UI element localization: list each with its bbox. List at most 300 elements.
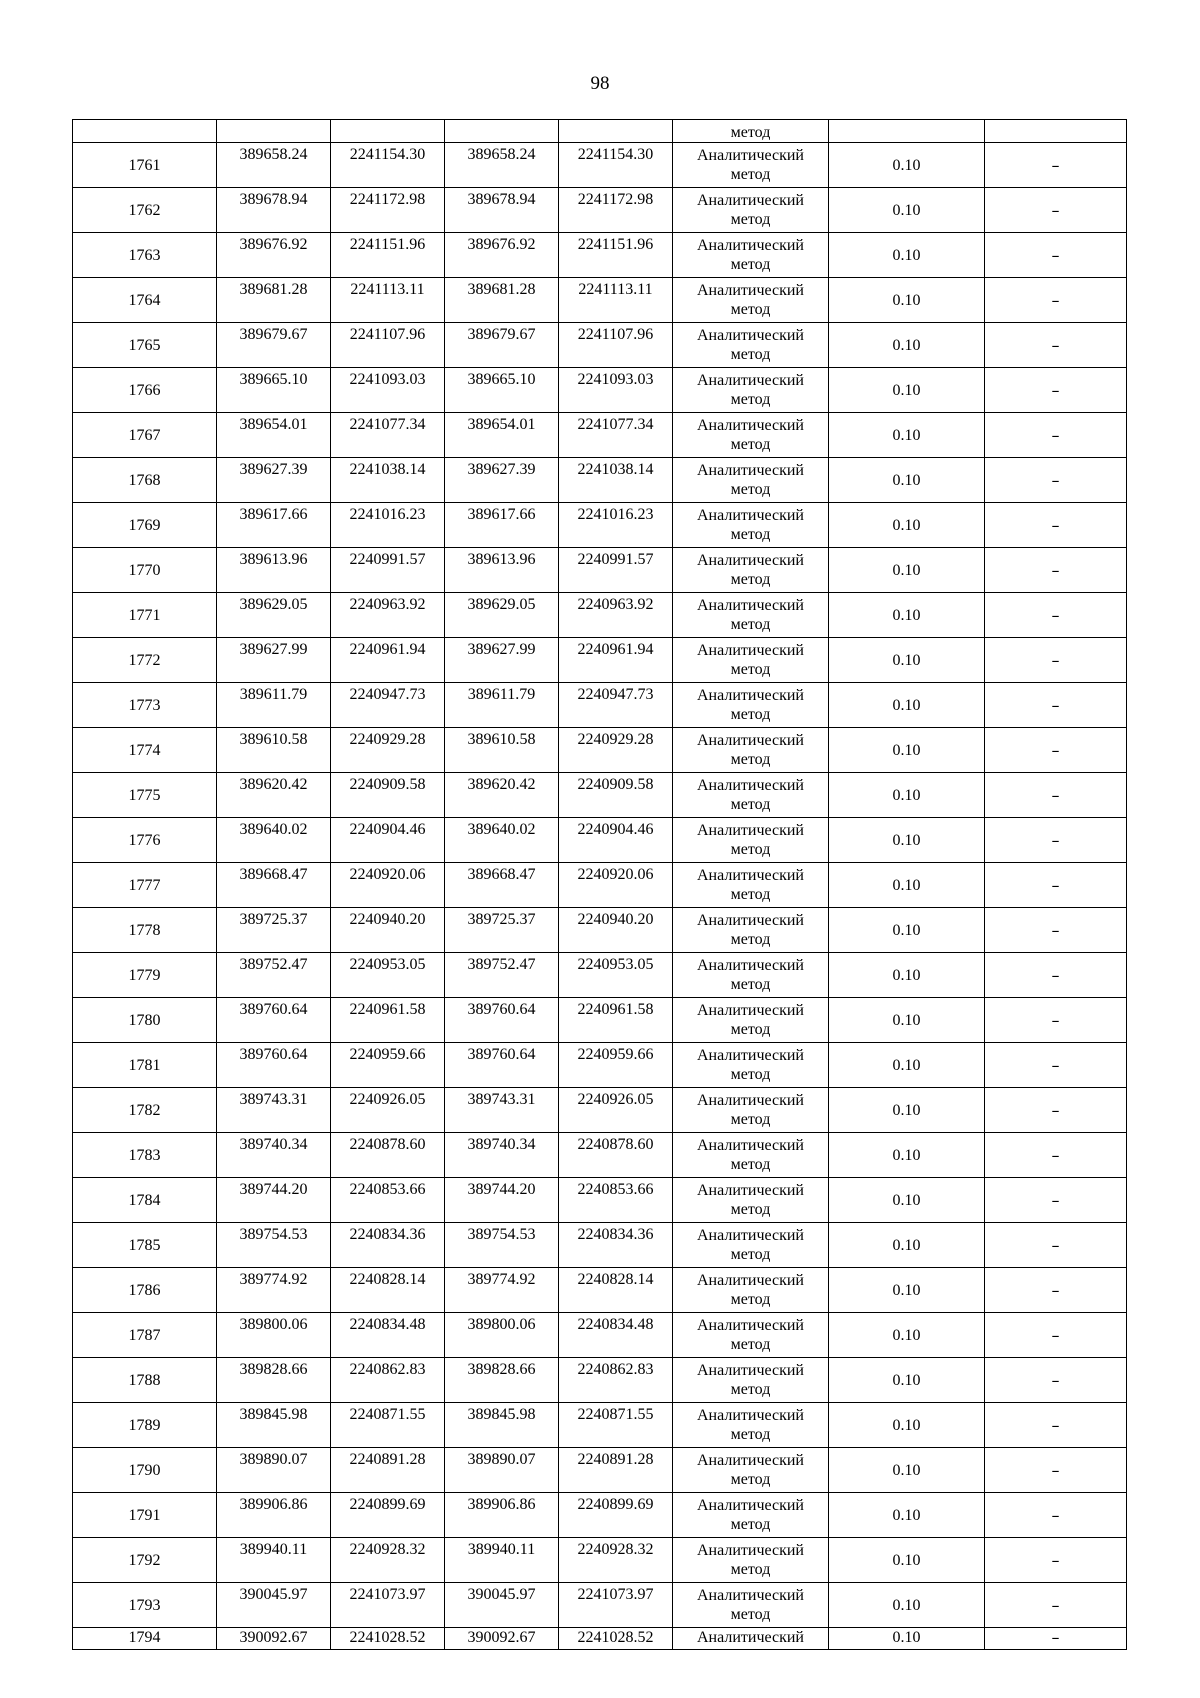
cell-empty <box>559 120 673 143</box>
cell-point-id: 1775 <box>73 773 217 818</box>
method-line-2: метод <box>730 256 771 273</box>
table-row <box>73 1133 1127 1178</box>
cell-method <box>673 233 829 278</box>
cell-y-new: 2240920.06 <box>559 863 673 908</box>
cell-method <box>673 773 829 818</box>
cell-point-id: 1772 <box>73 638 217 683</box>
cell-x-new: 389627.99 <box>445 638 559 683</box>
cell-accuracy: 0.10 <box>829 503 985 548</box>
cell-y-existing: 2240891.28 <box>331 1448 445 1493</box>
cell-accuracy: 0.10 <box>829 1043 985 1088</box>
method-line-2: метод <box>730 571 771 588</box>
cell-accuracy: 0.10 <box>829 188 985 233</box>
table-row <box>73 1448 1127 1493</box>
page-number: 98 <box>590 73 610 94</box>
method-line-2: метод <box>730 526 771 543</box>
method-line-1: Аналитический <box>696 1227 804 1244</box>
cell-y-existing: 2240959.66 <box>331 1043 445 1088</box>
cell-note: – <box>985 233 1127 278</box>
cell-accuracy: 0.10 <box>829 593 985 638</box>
cell-point-id: 1766 <box>73 368 217 413</box>
cell-accuracy: 0.10 <box>829 1358 985 1403</box>
table-row <box>73 593 1127 638</box>
cell-method <box>673 1133 829 1178</box>
table-row <box>73 683 1127 728</box>
cell-note: – <box>985 503 1127 548</box>
cell-x-existing: 389754.53 <box>217 1223 331 1268</box>
cell-y-new: 2241154.30 <box>559 143 673 188</box>
cell-x-new: 389681.28 <box>445 278 559 323</box>
cell-point-id: 1789 <box>73 1403 217 1448</box>
cell-y-new: 2241107.96 <box>559 323 673 368</box>
cell-note: – <box>985 1088 1127 1133</box>
method-line-1: Аналитический <box>696 192 804 209</box>
cell-point-id: 1763 <box>73 233 217 278</box>
method-line-1: Аналитический <box>696 417 804 434</box>
cell-point-id: 1783 <box>73 1133 217 1178</box>
cell-accuracy: 0.10 <box>829 728 985 773</box>
cell-y-new: 2240871.55 <box>559 1403 673 1448</box>
cell-accuracy: 0.10 <box>829 863 985 908</box>
cell-method <box>673 998 829 1043</box>
cell-x-new: 389678.94 <box>445 188 559 233</box>
cell-accuracy: 0.10 <box>829 323 985 368</box>
cell-x-new: 389760.64 <box>445 998 559 1043</box>
method-line-1: Аналитический <box>696 507 804 524</box>
cell-method <box>673 413 829 458</box>
cell-accuracy: 0.10 <box>829 818 985 863</box>
table-row <box>73 953 1127 998</box>
cell-y-existing: 2240928.32 <box>331 1538 445 1583</box>
cell-accuracy: 0.10 <box>829 1538 985 1583</box>
cell-accuracy: 0.10 <box>829 143 985 188</box>
cell-y-new: 2240940.20 <box>559 908 673 953</box>
method-line-1: Аналитический <box>696 1542 804 1559</box>
cell-x-new: 389611.79 <box>445 683 559 728</box>
cell-y-existing: 2240853.66 <box>331 1178 445 1223</box>
cell-y-existing: 2240909.58 <box>331 773 445 818</box>
method-line-1: Аналитический <box>696 1452 804 1469</box>
method-line-1: Аналитический <box>696 777 804 794</box>
cell-y-new: 2240928.32 <box>559 1538 673 1583</box>
cell-y-existing: 2241038.14 <box>331 458 445 503</box>
cell-point-id: 1761 <box>73 143 217 188</box>
method-line-1: Аналитический <box>696 642 804 659</box>
cell-x-new: 389665.10 <box>445 368 559 413</box>
method-line-1: Аналитический <box>696 1587 804 1604</box>
cell-method <box>673 188 829 233</box>
cell-x-new: 389620.42 <box>445 773 559 818</box>
cell-note: – <box>985 323 1127 368</box>
cell-method <box>673 323 829 368</box>
table-row <box>73 188 1127 233</box>
cell-point-id: 1781 <box>73 1043 217 1088</box>
cell-accuracy: 0.10 <box>829 998 985 1043</box>
cell-y-existing: 2241107.96 <box>331 323 445 368</box>
cell-empty <box>445 120 559 143</box>
method-line-1: Аналитический <box>696 867 804 884</box>
cell-y-existing: 2240834.36 <box>331 1223 445 1268</box>
cell-x-existing: 389760.64 <box>217 1043 331 1088</box>
cell-y-existing: 2240991.57 <box>331 548 445 593</box>
method-line-2: метод <box>730 706 771 723</box>
cell-point-id: 1792 <box>73 1538 217 1583</box>
cell-x-new: 389800.06 <box>445 1313 559 1358</box>
cell-note: – <box>985 998 1127 1043</box>
cell-note: – <box>985 818 1127 863</box>
method-line-2: метод <box>730 1291 771 1308</box>
method-line-1: Аналитический <box>696 1182 804 1199</box>
method-line-2: метод <box>730 1246 771 1263</box>
table-row <box>73 638 1127 683</box>
cell-y-existing: 2241154.30 <box>331 143 445 188</box>
cell-y-existing: 2240926.05 <box>331 1088 445 1133</box>
cell-x-new: 389668.47 <box>445 863 559 908</box>
cell-y-new: 2241151.96 <box>559 233 673 278</box>
cell-accuracy: 0.10 <box>829 458 985 503</box>
cell-x-existing: 389668.47 <box>217 863 331 908</box>
table-row <box>73 1493 1127 1538</box>
table-row <box>73 503 1127 548</box>
cell-accuracy: 0.10 <box>829 548 985 593</box>
method-line-2: метод <box>730 301 771 318</box>
cell-x-existing: 389743.31 <box>217 1088 331 1133</box>
cell-x-existing: 389845.98 <box>217 1403 331 1448</box>
method-line-1: Аналитический <box>696 462 804 479</box>
cell-point-id: 1776 <box>73 818 217 863</box>
cell-point-id: 1767 <box>73 413 217 458</box>
method-line-1: Аналитический <box>696 372 804 389</box>
method-line-1: Аналитический <box>696 1497 804 1514</box>
table-row <box>73 548 1127 593</box>
cell-x-existing: 389678.94 <box>217 188 331 233</box>
cell-accuracy: 0.10 <box>829 368 985 413</box>
cell-x-existing: 389611.79 <box>217 683 331 728</box>
cell-method <box>673 953 829 998</box>
cell-x-existing: 389774.92 <box>217 1268 331 1313</box>
cell-note: – <box>985 413 1127 458</box>
cell-accuracy: 0.10 <box>829 1493 985 1538</box>
cell-y-existing: 2240961.58 <box>331 998 445 1043</box>
cell-note: – <box>985 1313 1127 1358</box>
table-row <box>73 1403 1127 1448</box>
cell-note: – <box>985 368 1127 413</box>
cell-y-existing: 2241172.98 <box>331 188 445 233</box>
method-line-2: метод <box>730 1336 771 1353</box>
cell-accuracy: 0.10 <box>829 773 985 818</box>
table-row <box>73 773 1127 818</box>
cell-accuracy: 0.10 <box>829 278 985 323</box>
cell-y-existing: 2240963.92 <box>331 593 445 638</box>
table-row <box>73 908 1127 953</box>
cell-x-existing: 389640.02 <box>217 818 331 863</box>
cell-x-existing: 390045.97 <box>217 1583 331 1628</box>
cell-x-new: 389613.96 <box>445 548 559 593</box>
method-line-2: метод <box>730 1111 771 1128</box>
method-line-2: метод <box>730 481 771 498</box>
cell-x-existing: 389725.37 <box>217 908 331 953</box>
cell-x-existing: 389654.01 <box>217 413 331 458</box>
cell-point-id: 1768 <box>73 458 217 503</box>
cell-x-new: 389754.53 <box>445 1223 559 1268</box>
table-row <box>73 143 1127 188</box>
cell-accuracy: 0.10 <box>829 1403 985 1448</box>
cell-method-continued: метод <box>673 120 829 143</box>
method-line-2: метод <box>730 1561 771 1578</box>
cell-note: – <box>985 863 1127 908</box>
cell-y-new: 2241028.52 <box>559 1628 673 1650</box>
cell-accuracy: 0.10 <box>829 683 985 728</box>
coordinates-table <box>72 119 1127 1650</box>
cell-note: – <box>985 1538 1127 1583</box>
cell-x-existing: 389828.66 <box>217 1358 331 1403</box>
table-row <box>73 1088 1127 1133</box>
cell-method <box>673 683 829 728</box>
cell-note: – <box>985 1043 1127 1088</box>
cell-method <box>673 143 829 188</box>
method-line-2: метод <box>730 751 771 768</box>
cell-y-existing: 2240899.69 <box>331 1493 445 1538</box>
cell-y-new: 2241113.11 <box>559 278 673 323</box>
cell-accuracy: 0.10 <box>829 1583 985 1628</box>
cell-x-existing: 389665.10 <box>217 368 331 413</box>
cell-method <box>673 458 829 503</box>
method-line-2: метод <box>730 166 771 183</box>
cell-x-new: 389610.58 <box>445 728 559 773</box>
method-line-2: метод <box>730 931 771 948</box>
method-line-1: Аналитический <box>696 552 804 569</box>
cell-method <box>673 1313 829 1358</box>
cell-x-new: 389676.92 <box>445 233 559 278</box>
cell-note: – <box>985 593 1127 638</box>
cell-y-existing: 2240947.73 <box>331 683 445 728</box>
cell-x-new: 389906.86 <box>445 1493 559 1538</box>
cell-y-existing: 2240871.55 <box>331 1403 445 1448</box>
table-row <box>73 458 1127 503</box>
cell-note: – <box>985 1268 1127 1313</box>
cell-point-id: 1787 <box>73 1313 217 1358</box>
cell-method <box>673 818 829 863</box>
table-row <box>73 818 1127 863</box>
cell-point-id: 1790 <box>73 1448 217 1493</box>
method-line-1: Аналитический <box>696 282 804 299</box>
cell-x-new: 389845.98 <box>445 1403 559 1448</box>
cell-x-existing: 389658.24 <box>217 143 331 188</box>
method-line-2: метод <box>730 1516 771 1533</box>
cell-x-new: 389629.05 <box>445 593 559 638</box>
cell-method <box>673 908 829 953</box>
cell-x-new: 389654.01 <box>445 413 559 458</box>
method-line-2: метод <box>730 1471 771 1488</box>
cell-note: – <box>985 188 1127 233</box>
method-line-1: Аналитический <box>696 732 804 749</box>
cell-empty <box>331 120 445 143</box>
cell-y-new: 2240929.28 <box>559 728 673 773</box>
table-row <box>73 1583 1127 1628</box>
table-row <box>73 728 1127 773</box>
cell-point-id: 1788 <box>73 1358 217 1403</box>
cell-point-id: 1785 <box>73 1223 217 1268</box>
cell-y-new: 2241077.34 <box>559 413 673 458</box>
method-line-1: Аналитический <box>696 1137 804 1154</box>
method-line-2: метод <box>730 1066 771 1083</box>
cell-x-existing: 389744.20 <box>217 1178 331 1223</box>
cell-method <box>673 1358 829 1403</box>
method-line-2: метод <box>730 1156 771 1173</box>
cell-y-new: 2240891.28 <box>559 1448 673 1493</box>
cell-empty <box>829 120 985 143</box>
method-line-1: Аналитический <box>696 1092 804 1109</box>
cell-method <box>673 1088 829 1133</box>
table-row <box>73 1313 1127 1358</box>
table-row <box>73 278 1127 323</box>
cell-note: – <box>985 548 1127 593</box>
cell-note: – <box>985 143 1127 188</box>
cell-method <box>673 1403 829 1448</box>
method-line-2: метод <box>730 841 771 858</box>
method-line-1: Аналитический <box>696 1047 804 1064</box>
cell-accuracy: 0.10 <box>829 1088 985 1133</box>
cell-note: – <box>985 1223 1127 1268</box>
method-line-1: Аналитический <box>696 1272 804 1289</box>
cell-empty <box>73 120 217 143</box>
cell-x-existing: 389681.28 <box>217 278 331 323</box>
method-line-1: Аналитический <box>696 912 804 929</box>
cell-x-existing: 389627.99 <box>217 638 331 683</box>
table-row <box>73 1538 1127 1583</box>
cell-method <box>673 1493 829 1538</box>
cell-method <box>673 503 829 548</box>
table-row <box>73 998 1127 1043</box>
cell-accuracy: 0.10 <box>829 1268 985 1313</box>
cell-y-existing: 2240862.83 <box>331 1358 445 1403</box>
method-line-2: метод <box>730 616 771 633</box>
cell-y-new: 2241016.23 <box>559 503 673 548</box>
cell-x-existing: 389613.96 <box>217 548 331 593</box>
cell-x-existing: 390092.67 <box>217 1628 331 1650</box>
cell-method <box>673 1223 829 1268</box>
cell-point-id: 1793 <box>73 1583 217 1628</box>
method-line-2: метод <box>730 436 771 453</box>
cell-accuracy: 0.10 <box>829 953 985 998</box>
cell-point-id: 1784 <box>73 1178 217 1223</box>
cell-point-id: 1771 <box>73 593 217 638</box>
cell-method <box>673 548 829 593</box>
cell-y-existing: 2240953.05 <box>331 953 445 998</box>
cell-note: – <box>985 638 1127 683</box>
cell-note: – <box>985 1448 1127 1493</box>
method-line-2: метод <box>730 211 771 228</box>
cell-y-existing: 2241093.03 <box>331 368 445 413</box>
method-line-1: Аналитический <box>696 1002 804 1019</box>
cell-x-new: 389658.24 <box>445 143 559 188</box>
cell-point-id: 1791 <box>73 1493 217 1538</box>
cell-method: Аналитический <box>673 1628 829 1650</box>
cell-note: – <box>985 1628 1127 1650</box>
cell-note: – <box>985 953 1127 998</box>
table-row <box>73 368 1127 413</box>
cell-x-existing: 389740.34 <box>217 1133 331 1178</box>
cell-x-existing: 389752.47 <box>217 953 331 998</box>
cell-empty <box>985 120 1127 143</box>
table-row-last <box>73 1628 1127 1650</box>
cell-x-new: 389627.39 <box>445 458 559 503</box>
table-row <box>73 1178 1127 1223</box>
cell-method <box>673 638 829 683</box>
cell-accuracy: 0.10 <box>829 638 985 683</box>
cell-note: – <box>985 278 1127 323</box>
cell-accuracy: 0.10 <box>829 908 985 953</box>
method-line-2: метод <box>730 976 771 993</box>
table-row <box>73 233 1127 278</box>
cell-method <box>673 1448 829 1493</box>
cell-y-new: 2240853.66 <box>559 1178 673 1223</box>
cell-y-new: 2240961.94 <box>559 638 673 683</box>
method-line-2: метод <box>730 391 771 408</box>
cell-y-existing: 2241151.96 <box>331 233 445 278</box>
cell-point-id: 1778 <box>73 908 217 953</box>
cell-accuracy: 0.10 <box>829 1133 985 1178</box>
method-line-2: метод <box>730 796 771 813</box>
cell-x-existing: 389940.11 <box>217 1538 331 1583</box>
method-line-1: Аналитический <box>696 1362 804 1379</box>
cell-y-existing: 2240961.94 <box>331 638 445 683</box>
cell-y-existing: 2241016.23 <box>331 503 445 548</box>
cell-note: – <box>985 1403 1127 1448</box>
cell-method <box>673 1538 829 1583</box>
cell-accuracy: 0.10 <box>829 413 985 458</box>
cell-x-new: 389760.64 <box>445 1043 559 1088</box>
cell-point-id: 1780 <box>73 998 217 1043</box>
method-line-2: метод <box>730 346 771 363</box>
cell-x-existing: 389890.07 <box>217 1448 331 1493</box>
cell-method <box>673 593 829 638</box>
cell-x-new: 389743.31 <box>445 1088 559 1133</box>
cell-y-new: 2241073.97 <box>559 1583 673 1628</box>
cell-x-new: 390045.97 <box>445 1583 559 1628</box>
cell-method <box>673 1268 829 1313</box>
cell-point-id: 1770 <box>73 548 217 593</box>
method-line-1: Аналитический <box>696 687 804 704</box>
cell-method <box>673 1583 829 1628</box>
method-line-1: Аналитический <box>696 1407 804 1424</box>
table-row <box>73 1268 1127 1313</box>
method-line-2: метод <box>730 661 771 678</box>
cell-method <box>673 863 829 908</box>
cell-note: – <box>985 728 1127 773</box>
cell-y-new: 2240947.73 <box>559 683 673 728</box>
cell-point-id: 1762 <box>73 188 217 233</box>
cell-x-existing: 389629.05 <box>217 593 331 638</box>
cell-y-new: 2240961.58 <box>559 998 673 1043</box>
cell-point-id: 1794 <box>73 1628 217 1650</box>
method-line-1: Аналитический <box>696 237 804 254</box>
method-line-1: Аналитический <box>696 957 804 974</box>
cell-y-new: 2241172.98 <box>559 188 673 233</box>
cell-y-new: 2240862.83 <box>559 1358 673 1403</box>
cell-y-new: 2240959.66 <box>559 1043 673 1088</box>
cell-point-id: 1765 <box>73 323 217 368</box>
cell-method <box>673 368 829 413</box>
cell-x-new: 389752.47 <box>445 953 559 998</box>
cell-x-new: 389774.92 <box>445 1268 559 1313</box>
cell-y-new: 2240878.60 <box>559 1133 673 1178</box>
cell-x-new: 389740.34 <box>445 1133 559 1178</box>
cell-point-id: 1786 <box>73 1268 217 1313</box>
cell-y-existing: 2240929.28 <box>331 728 445 773</box>
cell-y-new: 2240991.57 <box>559 548 673 593</box>
cell-y-new: 2240909.58 <box>559 773 673 818</box>
